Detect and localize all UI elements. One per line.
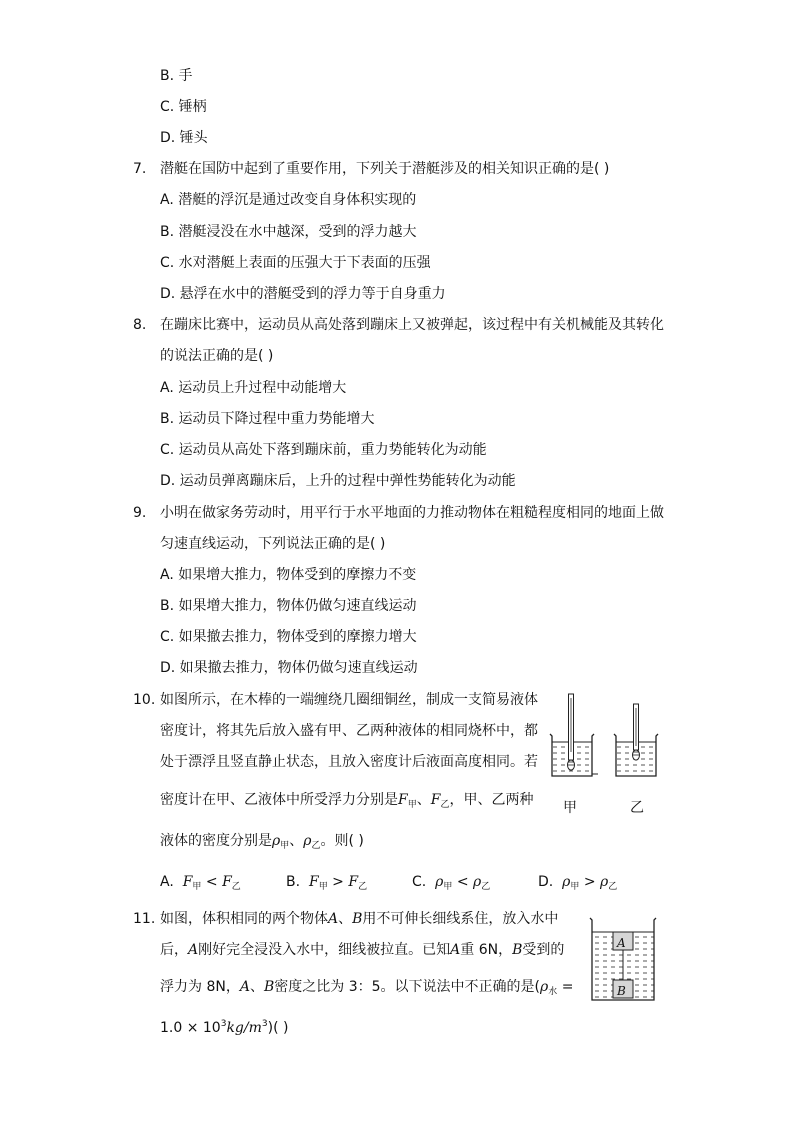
q10-option-a: A. $F_甲 < F_乙$ bbox=[160, 874, 241, 892]
q9-option-b: B. 如果增大推力，物体仍做匀速直线运动 bbox=[160, 598, 417, 614]
q11-figure-label-b: B bbox=[617, 984, 626, 998]
q10-stem-line5: 液体的密度分别是$\rho_甲$、$\rho_乙$。则( ) bbox=[160, 833, 364, 851]
q8-option-a: A. 运动员上升过程中动能增大 bbox=[160, 380, 347, 396]
q10-number: 10. bbox=[133, 692, 156, 708]
q7-option-d: D. 悬浮在水中的潜艇受到的浮力等于自身重力 bbox=[160, 286, 446, 302]
q9-option-a: A. 如果增大推力，物体受到的摩擦力不变 bbox=[160, 567, 417, 583]
q9-option-d: D. 如果撤去推力，物体仍做匀速直线运动 bbox=[160, 660, 418, 676]
q10-figure-label-jia: 甲 bbox=[563, 800, 577, 816]
beaker-jia bbox=[550, 694, 598, 776]
q9-number: 9. bbox=[133, 505, 147, 521]
q7-number: 7. bbox=[133, 161, 147, 177]
q7-option-a: A. 潜艇的浮沉是通过改变自身体积实现的 bbox=[160, 192, 417, 208]
q11-number: 11. bbox=[133, 911, 156, 927]
q11-stem-line2: 后，A刚好完全浸没入水中，细线被拉直。已知A重 6N，B受到的 bbox=[160, 942, 565, 958]
q11-figure-label-a: A bbox=[617, 936, 626, 950]
q10-option-d: D. $\rho_甲 > \rho_乙$ bbox=[538, 874, 618, 892]
q6-option-c: C. 锤柄 bbox=[160, 99, 207, 115]
q11-stem-line1: 如图，体积相同的两个物体A、B用不可伸长细线系住，放入水中 bbox=[160, 911, 559, 927]
q8-option-b: B. 运动员下降过程中重力势能增大 bbox=[160, 411, 375, 427]
q9-stem-line1: 小明在做家务劳动时，用平行于水平地面的力推动物体在粗糙程度相同的地面上做 bbox=[160, 505, 664, 521]
q7-option-c: C. 水对潜艇上表面的压强大于下表面的压强 bbox=[160, 255, 431, 271]
q9-option-c: C. 如果撤去推力，物体受到的摩擦力增大 bbox=[160, 629, 417, 645]
beaker-yi bbox=[614, 704, 658, 776]
q10-stem-line1: 如图所示，在木棒的一端缠绕几圈细铜丝，制成一支简易液体 bbox=[160, 692, 538, 708]
q6-option-d: D. 锤头 bbox=[160, 130, 208, 146]
q8-number: 8. bbox=[133, 317, 147, 333]
q11-stem-line4: $1.0 \times 10^3kg/m^3$)( ) bbox=[160, 1019, 289, 1036]
q10-option-c: C. $\rho_甲 < \rho_乙$ bbox=[412, 874, 491, 892]
q10-option-b: B. $F_甲 > F_乙$ bbox=[286, 874, 368, 892]
q8-option-c: C. 运动员从高处下落到蹦床前，重力势能转化为动能 bbox=[160, 442, 487, 458]
q11-stem-line3: 浮力为 8N，A、B密度之比为 3：5。以下说法中不正确的是($\rho_水$ = bbox=[160, 979, 574, 997]
q8-stem-line2: 的说法正确的是( ) bbox=[160, 348, 274, 364]
q8-option-d: D. 运动员弹离蹦床后，上升的过程中弹性势能转化为动能 bbox=[160, 473, 516, 489]
q9-stem-line2: 匀速直线运动，下列说法正确的是( ) bbox=[160, 536, 386, 552]
q7-option-b: B. 潜艇浸没在水中越深，受到的浮力越大 bbox=[160, 224, 417, 240]
q10-stem-line4: 密度计在甲、乙液体中所受浮力分别是$F_甲$、$F_乙$，甲、乙两种 bbox=[160, 792, 534, 810]
q10-stem-line3: 处于漂浮且竖直静止状态，且放入密度计后液面高度相同。若 bbox=[160, 754, 538, 770]
q10-stem-line2: 密度计，将其先后放入盛有甲、乙两种液体的相同烧杯中，都 bbox=[160, 723, 538, 739]
q10-figure-label-yi: 乙 bbox=[630, 800, 644, 816]
q7-stem: 潜艇在国防中起到了重要作用，下列关于潜艇涉及的相关知识正确的是( ) bbox=[160, 161, 610, 177]
q8-stem-line1: 在蹦床比赛中，运动员从高处落到蹦床上又被弹起，该过程中有关机械能及其转化 bbox=[160, 317, 664, 333]
q6-option-b: B. 手 bbox=[160, 68, 193, 84]
